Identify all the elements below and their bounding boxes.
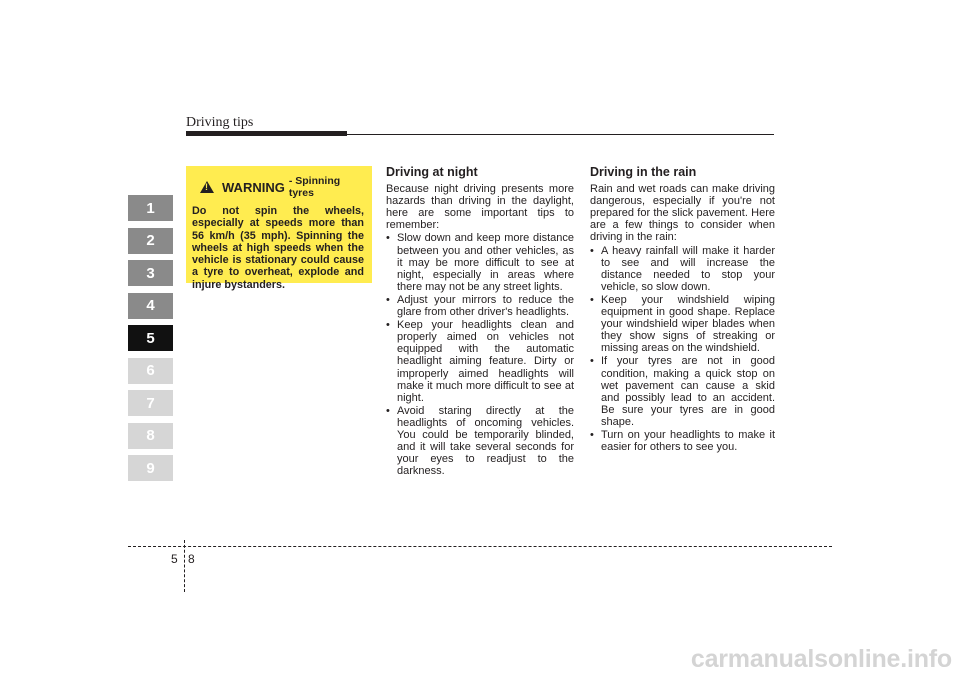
chapter-tab-6[interactable]: 6 <box>128 358 173 384</box>
warning-heading <box>200 175 364 199</box>
warning-subtitle: - Spinning tyres <box>288 175 341 199</box>
page-header-title: Driving tips <box>186 115 254 130</box>
warning-triangle-icon <box>200 181 214 193</box>
rain-driving-title: Driving in the rain <box>590 165 697 179</box>
rain-tip: • If your tyres are not in good condition, making a quick stop on wet pavement can cause a skid and possibly lead to an accident. Be sure your tyres are in good shape. <box>590 355 775 428</box>
watermark: carmanualsonline.info <box>690 645 952 673</box>
chapter-tab-9[interactable]: 9 <box>128 455 173 481</box>
warning-box <box>186 166 372 291</box>
header-rule-thin <box>347 134 774 135</box>
rain-tip: • A heavy rainfall will make it harder to see and will increase the distance needed to stop your vehicle, so slow down. <box>590 245 775 293</box>
chapter-tab-3[interactable]: 3 <box>128 260 173 286</box>
page-number: 8 <box>188 552 195 566</box>
rain-driving-section <box>590 166 775 454</box>
chapter-tab-4[interactable]: 4 <box>128 293 173 319</box>
night-tip: • Adjust your mirrors to reduce the glare from other driver's headlights. <box>386 294 574 318</box>
header-rule-thick <box>186 131 347 136</box>
chapter-tab-1[interactable]: 1 <box>128 195 173 221</box>
footer-divider <box>184 540 185 592</box>
warning-text: Do not spin the wheels, especially at speeds more than 56 km/h (35 mph). Spinning the wheels at high speeds when the vehicle is stationary could cause a tyre to overheat, explode and injure bystanders. <box>192 205 364 291</box>
chapter-tab-8[interactable]: 8 <box>128 423 173 449</box>
rain-driving-intro: Rain and wet roads can make driving dangerous, especially if you're not prepared for the slick pavement. Here are a few things to consider when driving in the rain: <box>590 183 775 244</box>
chapter-tab-7[interactable]: 7 <box>128 390 173 416</box>
night-tip: • Keep your headlights clean and properly aimed on vehicles not equipped with the automatic headlight aiming feature. Dirty or improperly aimed headlights will make it much more difficult to see at night. <box>386 319 574 404</box>
rain-driving-tips <box>590 245 775 454</box>
rain-tip: • Turn on your headlights to make it easier for others to see you. <box>590 429 775 453</box>
night-tip: • Slow down and keep more distance between you and other vehicles, as it may be more difficult to see at night, especially in areas where there may not be any street lights. <box>386 232 574 292</box>
night-driving-tips <box>386 232 574 477</box>
night-driving-section <box>386 166 574 478</box>
warning-label: WARNING <box>222 179 285 195</box>
chapter-tab-5[interactable]: 5 <box>128 325 173 351</box>
night-tip: • Avoid staring directly at the headlights of oncoming vehicles. You could be temporarily blinded, and it will take several seconds for your eyes to readjust to the darkness. <box>386 405 574 478</box>
page-chapter-number: 5 <box>171 552 178 566</box>
night-driving-intro: Because night driving presents more hazards than driving in the daylight, here are some important tips to remember: <box>386 183 574 232</box>
night-driving-title: Driving at night <box>386 165 478 179</box>
rain-tip: • Keep your windshield wiping equipment in good shape. Replace your windshield wiper blades when they show signs of streaking or missing areas on the windshield. <box>590 294 775 354</box>
footer-rule <box>128 546 832 547</box>
chapter-tab-strip <box>128 195 173 488</box>
chapter-tab-2[interactable]: 2 <box>128 228 173 254</box>
